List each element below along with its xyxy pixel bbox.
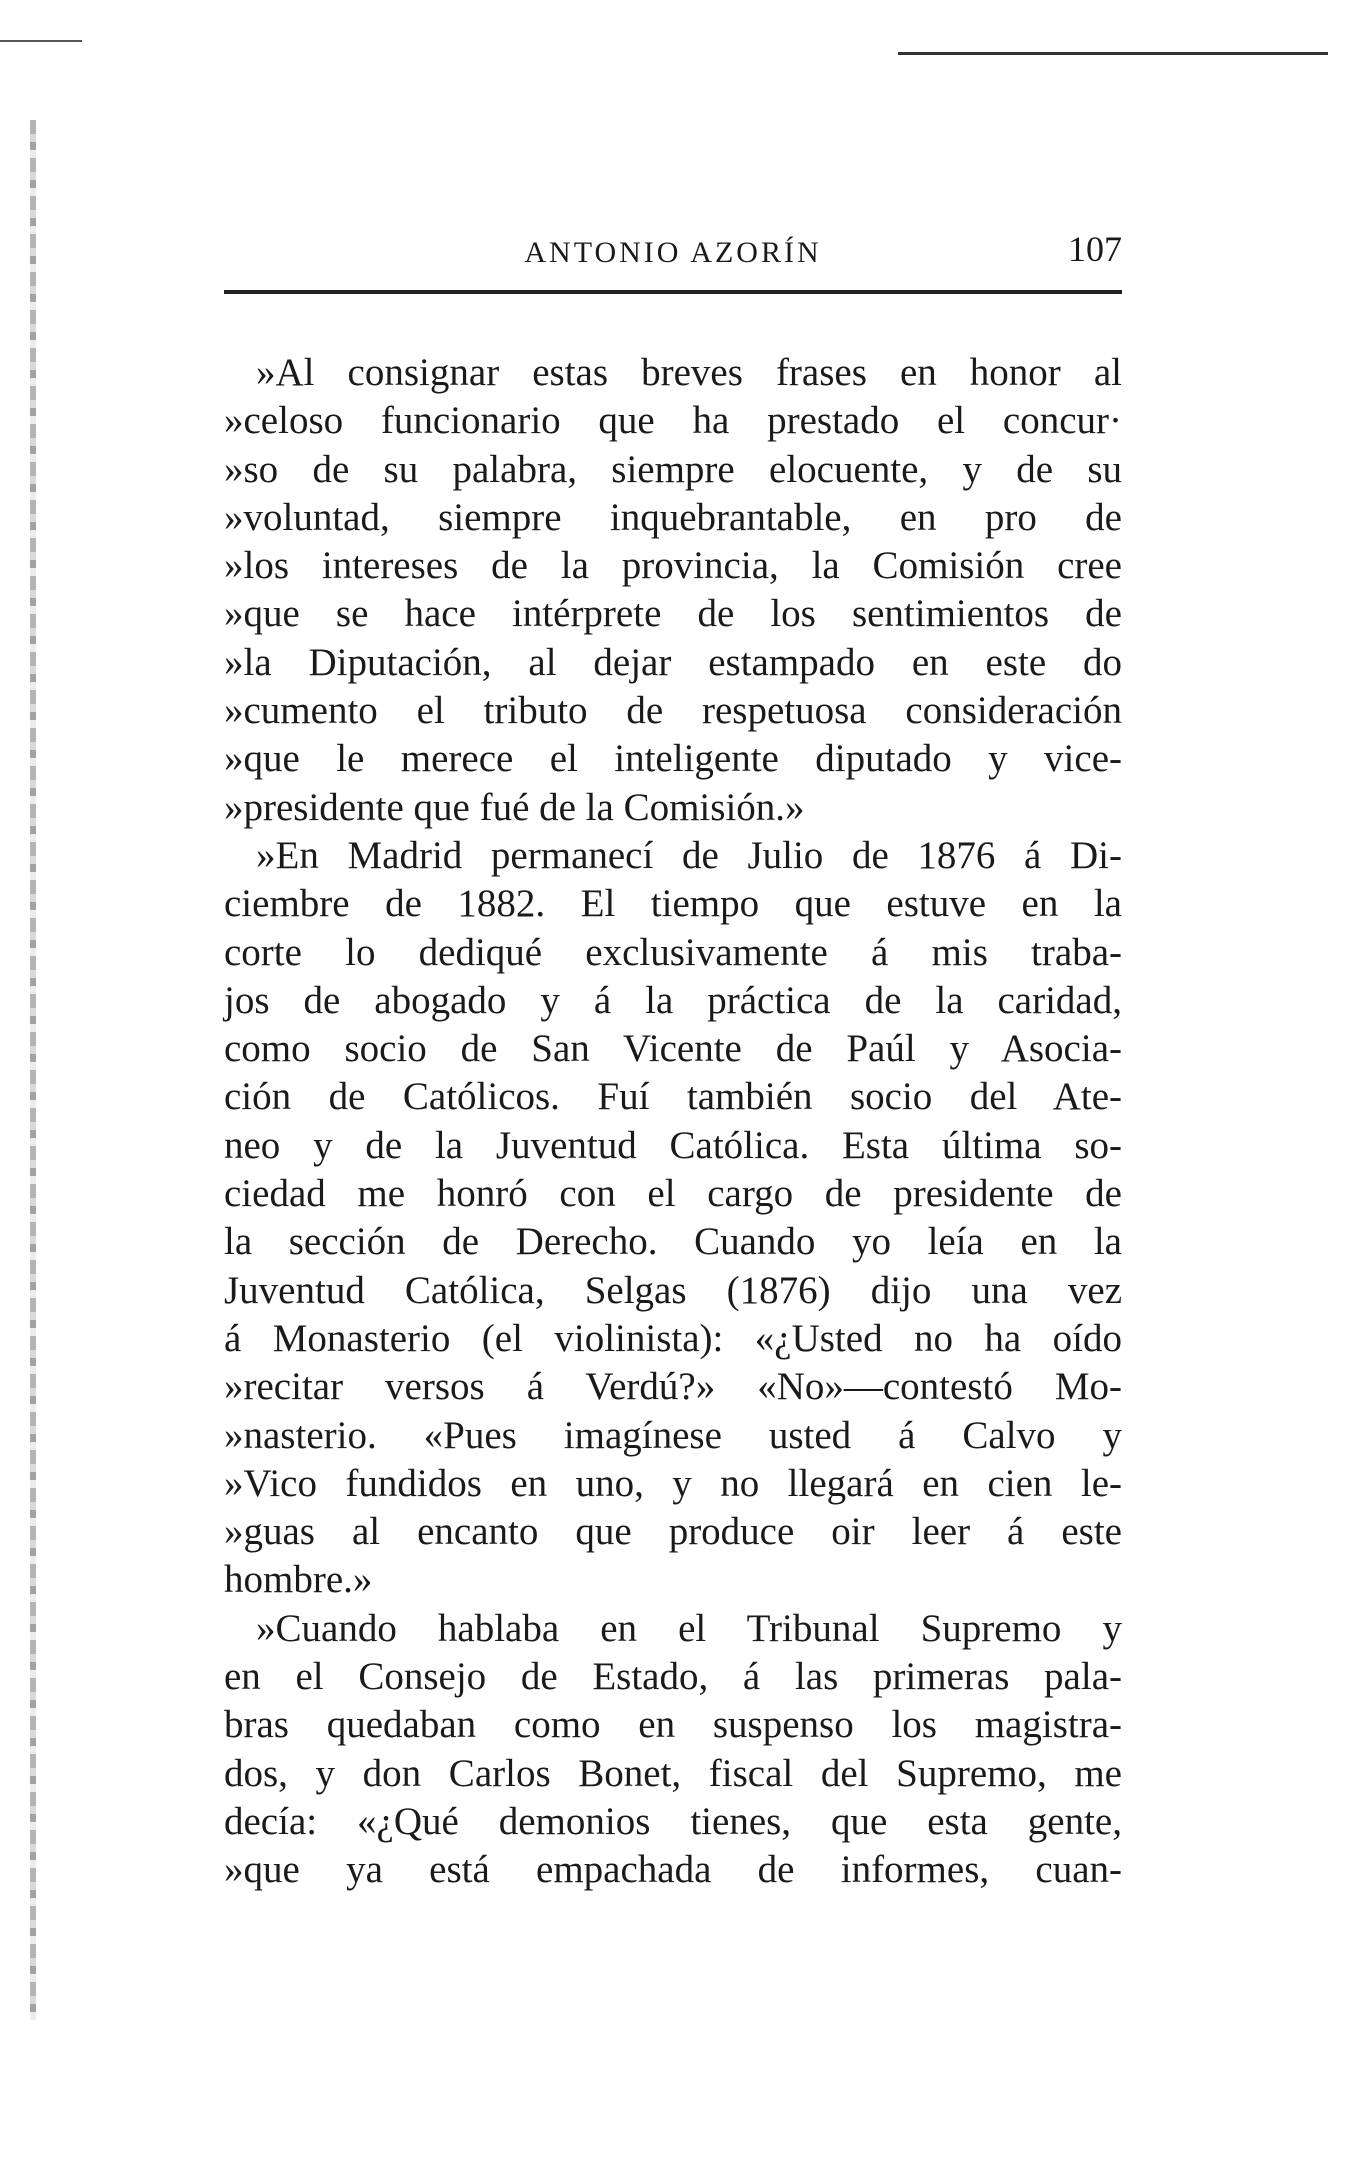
text-line: »que se hace intérprete de los sentimientos de [224,592,1122,636]
text-line: »cumento el tributo de respetuosa consideración [224,689,1122,733]
text-line: »recitar versos á Verdú?» «No»—contestó Mo- [224,1365,1122,1409]
running-head: ANTONIO AZORÍN [524,236,822,269]
text-line: jos de abogado y á la práctica de la caridad, [224,978,1122,1022]
text-line: »la Diputación, al dejar estampado en este do [224,640,1122,684]
header-rule [224,290,1122,294]
text-line: bras quedaban como en suspenso los magistra- [224,1703,1122,1747]
text-line: dos, y don Carlos Bonet, fiscal del Supremo, me [224,1751,1122,1795]
page-binding-edge [30,120,36,2020]
text-line: »so de su palabra, siempre elocuente, y de su [224,447,1122,491]
scan-edge-line-left [0,40,82,42]
text-line: »Cuando hablaba en el Tribunal Supremo y [256,1606,1122,1650]
text-line: hombre.» [224,1558,373,1602]
text-line: decía: «¿Qué demonios tienes, que esta gente, [224,1799,1122,1843]
text-line: ciedad me honró con el cargo de presidente de [224,1172,1122,1216]
text-line: corte lo dediqué exclusivamente á mis traba- [224,930,1122,974]
text-line: »que ya está empachada de informes, cuan- [224,1848,1122,1892]
page-number: 107 [1068,229,1122,269]
text-line: en el Consejo de Estado, á las primeras pala- [224,1655,1122,1699]
text-line: neo y de la Juventud Católica. Esta última so- [224,1123,1122,1167]
text-line: »que le merece el inteligente diputado y vice- [224,737,1122,781]
text-line: »En Madrid permanecí de Julio de 1876 á Di- [256,833,1122,877]
text-line: »celoso funcionario que ha prestado el concur· [224,399,1122,443]
text-line: como socio de San Vicente de Paúl y Asocia- [224,1027,1122,1071]
text-line: »Vico fundidos en uno, y no llegará en cien le- [224,1461,1122,1505]
text-line: ciembre de 1882. El tiempo que estuve en la [224,882,1122,926]
body-text [224,349,1122,1895]
scan-edge-line-right [898,52,1328,55]
text-line: »guas al encanto que produce oir leer á este [224,1510,1122,1554]
text-line: ción de Católicos. Fuí también socio del Ate- [224,1075,1122,1119]
text-line: »nasterio. «Pues imagínese usted á Calvo y [224,1413,1122,1457]
text-line: »presidente que fué de la Comisión.» [224,785,805,829]
page-header [224,228,1122,284]
text-line: á Monasterio (el violinista): «¿Usted no ha oído [224,1316,1122,1360]
text-line: la sección de Derecho. Cuando yo leía en la [224,1220,1122,1264]
text-line: Juventud Católica, Selgas (1876) dijo una vez [224,1268,1122,1312]
text-line: »los intereses de la provincia, la Comisión cree [224,544,1122,588]
text-line: »Al consignar estas breves frases en honor al [256,351,1122,394]
text-line: »voluntad, siempre inquebrantable, en pro de [224,495,1122,539]
